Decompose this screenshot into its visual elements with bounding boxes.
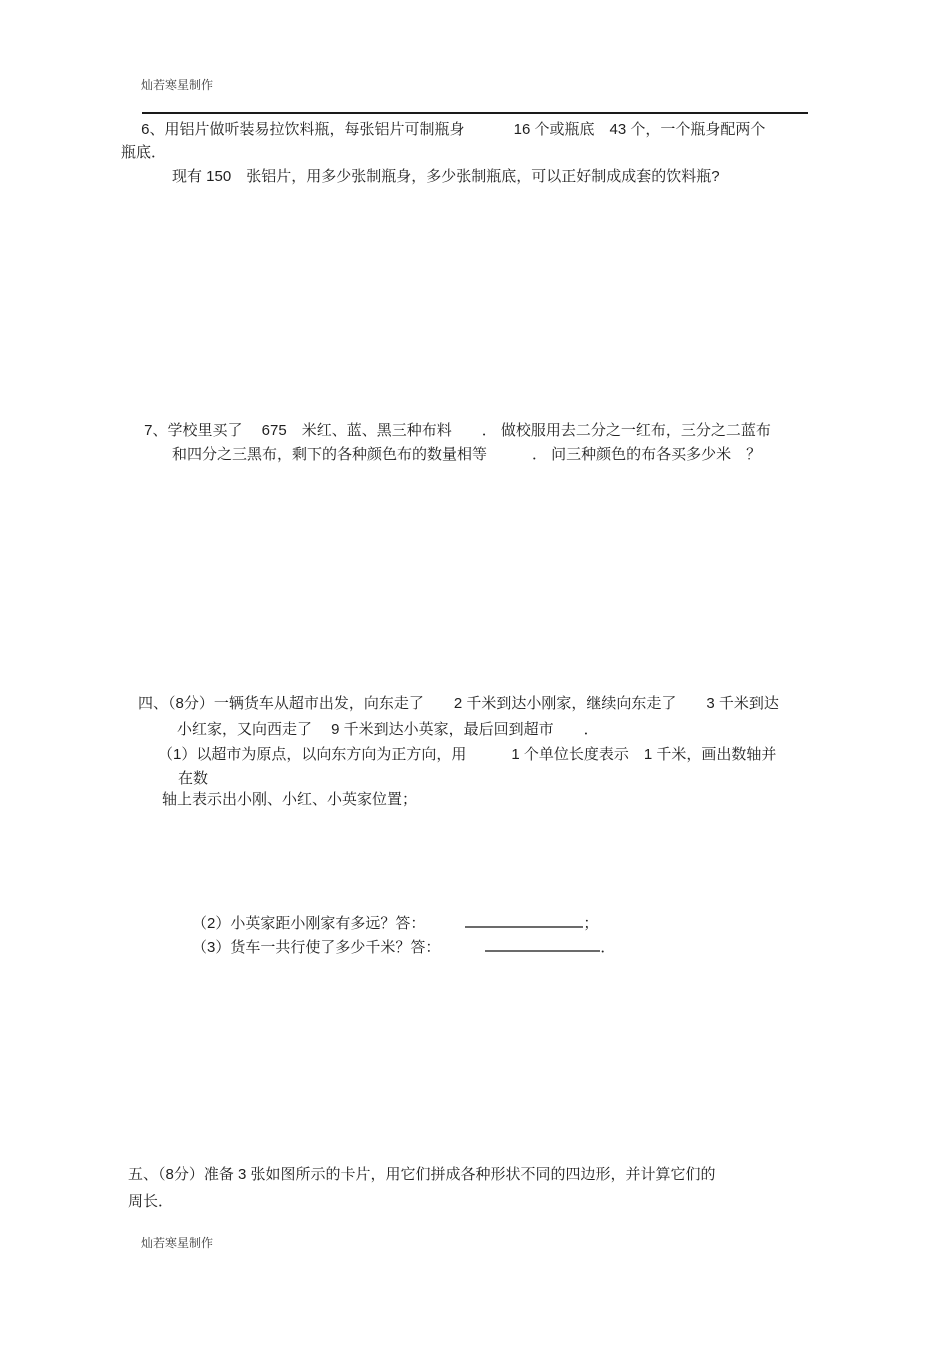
question-si-sub3 [167, 918, 615, 976]
header-divider [142, 112, 808, 114]
question-si-sub2-punct: ； [583, 914, 599, 932]
question-7-line-2: 和四分之三黑布，剩下的各种颜色布的数量相等 ． 问三种颜色的布各买多少米 ？ [172, 446, 762, 463]
question-si-sub2-text: （2）小英家距小刚家有多远？答： [192, 914, 426, 932]
question-6-line-2: 瓶底． [121, 144, 167, 161]
question-wu-line-2: 周长． [128, 1193, 174, 1210]
question-si-sub3-text: （3）货车一共行使了多少千米？答： [192, 938, 441, 956]
question-6-line-3: 现有 150 张铝片，用多少张制瓶身，多少张制瓶底，可以正好制成成套的饮料瓶? [172, 168, 720, 185]
question-si-sub1-line-3: 轴上表示出小刚、小红、小英家位置； [162, 791, 418, 808]
footer-credit: 灿若寒星制作 [141, 1236, 214, 1250]
question-si-line-2: 小红家，又向西走了 9 千米到达小英家，最后回到超市 ． [177, 721, 599, 738]
question-7-line-1: 7、学校里买了 675 米红、蓝、黑三种布料 ． 做校服用去二分之一红布，三分之二蓝布 [140, 422, 771, 439]
answer-blank-line [485, 937, 600, 952]
question-wu-line-1: 五、（8分）准备 3 张如图所示的卡片，用它们拼成各种形状不同的四边形，并计算它们的 [128, 1166, 716, 1183]
question-si-sub1-line-2: 在数 [178, 770, 209, 787]
question-si-sub1-line-1: （1）以超市为原点，以向东方向为正方向，用 1 个单位长度表示 1 千米，画出数轴并 [158, 746, 777, 763]
question-si-sub3-punct: ． [600, 938, 616, 956]
header-credit: 灿若寒星制作 [141, 78, 214, 92]
question-si-line-1: 四、（8分）一辆货车从超市出发，向东走了 2 千米到达小刚家，继续向东走了 3 千米到达 [138, 695, 779, 712]
question-6-line-1: 6、用铝片做听装易拉饮料瓶，每张铝片可制瓶身 16 个或瓶底 43 个，一个瓶身配两个 [137, 121, 766, 138]
